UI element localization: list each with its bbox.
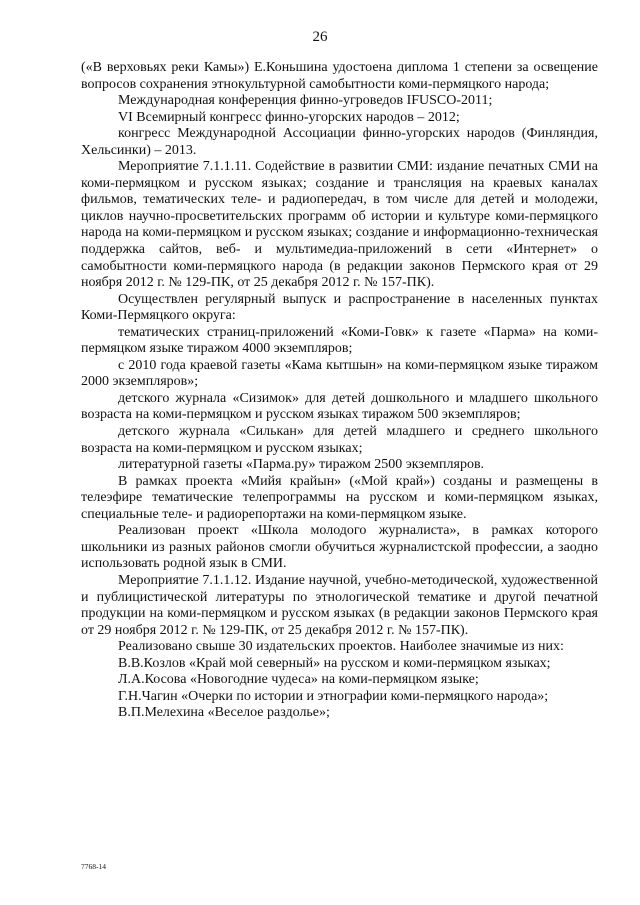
paragraph: Реализован проект «Школа молодого журналиста», в рамках которого школьники из разных районов смогли обучиться журналистской профессии, а заодно использовать родной язык в СМИ.: [81, 523, 598, 572]
paragraph: («В верховьях реки Камы») Е.Коньшина удостоена диплома 1 степени за освещение вопросов сохранения этнокультурной самобытности коми-пермяцкого народа;: [81, 60, 598, 92]
paragraph: с 2010 года краевой газеты «Кама кытшын» на коми-пермяцком языке тиражом 2000 экземпляров»;: [81, 357, 598, 390]
paragraph: Г.Н.Чагин «Очерки по истории и этнографии коми-пермяцкого народа»;: [118, 688, 549, 704]
paragraph: детского журнала «Сизимок» для детей дошкольного и младшего школьного возраста на коми-пермяцком и русском языках тиражом 500 экземпляров;: [81, 390, 598, 423]
paragraph: VI Всемирный конгресс финно-угорских народов – 2012;: [118, 109, 460, 125]
paragraph: Осуществлен регулярный выпуск и распространение в населенных пунктах Коми-Пермяцкого округа:: [81, 291, 598, 324]
paragraph: Реализовано свыше 30 издательских проектов. Наиболее значимые из них:: [118, 639, 564, 655]
paragraph: В.П.Мелехина «Веселое раздолье»;: [118, 705, 330, 721]
page-number: 26: [312, 29, 328, 45]
document-body: [81, 60, 598, 722]
paragraph: Л.А.Косова «Новогодние чудеса» на коми-пермяцком языке;: [118, 672, 479, 688]
paragraph: Мероприятие 7.1.1.12. Издание научной, учебно-методической, художественной и публицистической литературы по этнологической тематике и другой печатной продукции на коми-пермяцком и русском языках (в редакции законов Пермского края от 29 ноября 2012 г. № 129-ПК, от 25 декабря 2012 г. № 157-ПК).: [81, 572, 598, 638]
paragraph: Мероприятие 7.1.1.11. Содействие в развитии СМИ: издание печатных СМИ на коми-пермяцком и русском языках; создание и трансляция на краевых каналах фильмов, тематических теле- и радиопередач, в том числе для детей и молодежи, циклов научно-просветительских программ об истории и культуре коми-пермяцкого народа на коми-пермяцком и русском языках; создание и информационно-техническая поддержка сайтов, веб- и мультимедиа-приложений в сети «Интернет» о самобытности коми-пермяцкого народа (в редакции законов Пермского края от 29 ноября 2012 г. № 129-ПК, от 25 декабря 2012 г. № 157-ПК).: [81, 159, 598, 291]
document-code: 7768-14: [81, 862, 106, 871]
paragraph: детского журнала «Силькан» для детей младшего и среднего школьного возраста на коми-пермяцком и русском языках;: [81, 424, 598, 456]
paragraph: конгресс Международной Ассоциации финно-угорских народов (Финляндия, Хельсинки) – 2013.: [81, 126, 598, 158]
paragraph: тематических страниц-приложений «Коми-Говк» к газете «Парма» на коми-пермяцком языке тиражом 4000 экземпляров;: [81, 324, 598, 357]
paragraph: Международная конференция финно-угроведов IFUSCO-2011;: [118, 93, 493, 109]
paragraph: В рамках проекта «Мийя крайын» («Мой край») созданы и размещены в телеэфире тематические телепрограммы на русском и коми-пермяцком языках, специальные теле- и радиорепортажи на коми-пермяцком языке.: [81, 473, 598, 522]
paragraph: В.В.Козлов «Край мой северный» на русском и коми-пермяцком языках;: [118, 655, 551, 671]
paragraph: литературной газеты «Парма.ру» тиражом 2500 экземпляров.: [118, 457, 485, 473]
